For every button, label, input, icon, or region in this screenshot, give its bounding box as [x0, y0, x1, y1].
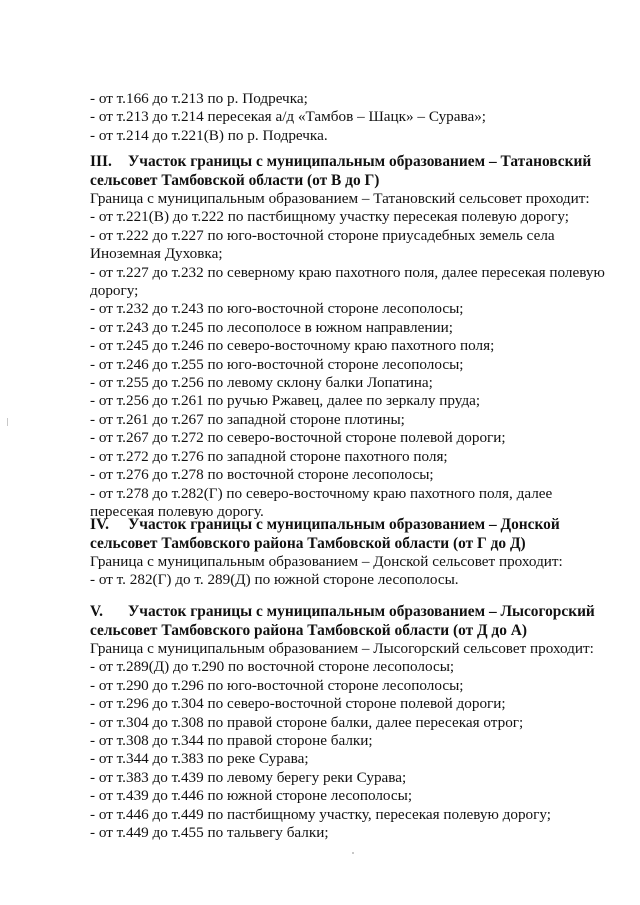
list-item: - от т.243 до т.245 по лесополосе в южном направлении;	[90, 318, 453, 336]
section-number: IV.	[90, 516, 109, 533]
list-item: пересекая полевую дорогу.	[90, 502, 264, 520]
section-3	[90, 152, 620, 521]
list-item: - от т.449 до т.455 по тальвегу балки;	[90, 824, 329, 842]
section-number: III.	[90, 153, 112, 170]
section-items	[90, 571, 620, 589]
section-5	[90, 602, 620, 842]
scan-mark	[352, 852, 354, 854]
top-list	[90, 90, 620, 145]
list-item: - от т.222 до т.227 по юго-восточной стороне приусадебных земель села	[90, 226, 555, 244]
list-item: - от т.272 до т.276 по западной стороне пахотного поля;	[90, 447, 448, 465]
section-heading	[90, 602, 620, 621]
scan-mark	[7, 418, 8, 426]
list-item: - от т.344 до т.383 по реке Сурава;	[90, 750, 309, 768]
section-title: Участок границы с муниципальным образованием – Татановский	[128, 153, 592, 170]
list-item: - от т.261 до т.267 по западной стороне плотины;	[90, 410, 405, 428]
list-item: - от т.383 до т.439 по левому берегу реки Сурава;	[90, 768, 407, 786]
list-item: - от т.214 до т.221(В) по р. Подречка.	[90, 126, 328, 144]
section-title-continued: сельсовет Тамбовского района Тамбовской области (от Д до А)	[90, 622, 527, 639]
section-intro: Граница с муниципальным образованием – Татановский сельсовет проходит:	[90, 190, 590, 207]
list-item: - от т.276 до т.278 по восточной стороне лесополосы;	[90, 466, 434, 484]
list-item: - от т.296 до т.304 по северо-восточной стороне полевой дороги;	[90, 695, 506, 713]
list-item: - от т.308 до т.344 по правой стороне балки;	[90, 732, 373, 750]
list-item: - от т.221(В) до т.222 по пастбищному участку пересекая полевую дорогу;	[90, 208, 569, 226]
section-items	[90, 658, 620, 842]
list-item: - от т.213 до т.214 пересекая а/д «Тамбов – Шацк» – Сурава»;	[90, 108, 487, 126]
section-heading	[90, 515, 620, 534]
list-item: - от т.439 до т.446 по южной стороне лесополосы;	[90, 787, 413, 805]
list-item: - от т.256 до т.261 по ручью Ржавец, далее по зеркалу пруда;	[90, 392, 481, 410]
list-item: - от т.278 до т.282(Г) по северо-восточному краю пахотного поля, далее	[90, 484, 553, 502]
list-item: - от т.446 до т.449 по пастбищному участку, пересекая полевую дорогу;	[90, 805, 551, 823]
list-item: - от т. 282(Г) до т. 289(Д) по южной стороне лесополосы.	[90, 571, 459, 589]
section-intro: Граница с муниципальным образованием – Лысогорский сельсовет проходит:	[90, 640, 594, 657]
section-title-continued: сельсовет Тамбовской области (от В до Г)	[90, 172, 380, 189]
list-item: - от т.246 до т.255 по юго-восточной стороне лесополосы;	[90, 355, 464, 373]
section-4	[90, 515, 620, 590]
list-item: - от т.289(Д) до т.290 по восточной стороне лесополосы;	[90, 658, 455, 676]
list-item: - от т.290 до т.296 по юго-восточной стороне лесополосы;	[90, 676, 464, 694]
list-item: - от т.304 до т.308 по правой стороне балки, далее пересекая отрог;	[90, 713, 524, 731]
section-title: Участок границы с муниципальным образованием – Лысогорский	[128, 603, 595, 620]
section-heading	[90, 152, 620, 171]
list-item: - от т.232 до т.243 по юго-восточной стороне лесополосы;	[90, 300, 464, 318]
section-number: V.	[90, 603, 103, 620]
list-item: дорогу;	[90, 282, 139, 300]
list-item: - от т.227 до т.232 по северному краю пахотного поля, далее пересекая полевую	[90, 263, 605, 281]
list-item: - от т.267 до т.272 по северо-восточной стороне полевой дороги;	[90, 429, 506, 447]
list-item: - от т.245 до т.246 по северо-восточному краю пахотного поля;	[90, 337, 495, 355]
list-item: - от т.255 до т.256 по левому склону балки Лопатина;	[90, 374, 433, 392]
section-title: Участок границы с муниципальным образованием – Донской	[128, 516, 560, 533]
section-items	[90, 208, 620, 521]
list-item: - от т.166 до т.213 по р. Подречка;	[90, 90, 308, 107]
section-title-continued: сельсовет Тамбовского района Тамбовской области (от Г до Д)	[90, 535, 526, 552]
list-item: Иноземная Духовка;	[90, 245, 223, 263]
section-intro: Граница с муниципальным образованием – Донской сельсовет проходит:	[90, 553, 563, 570]
